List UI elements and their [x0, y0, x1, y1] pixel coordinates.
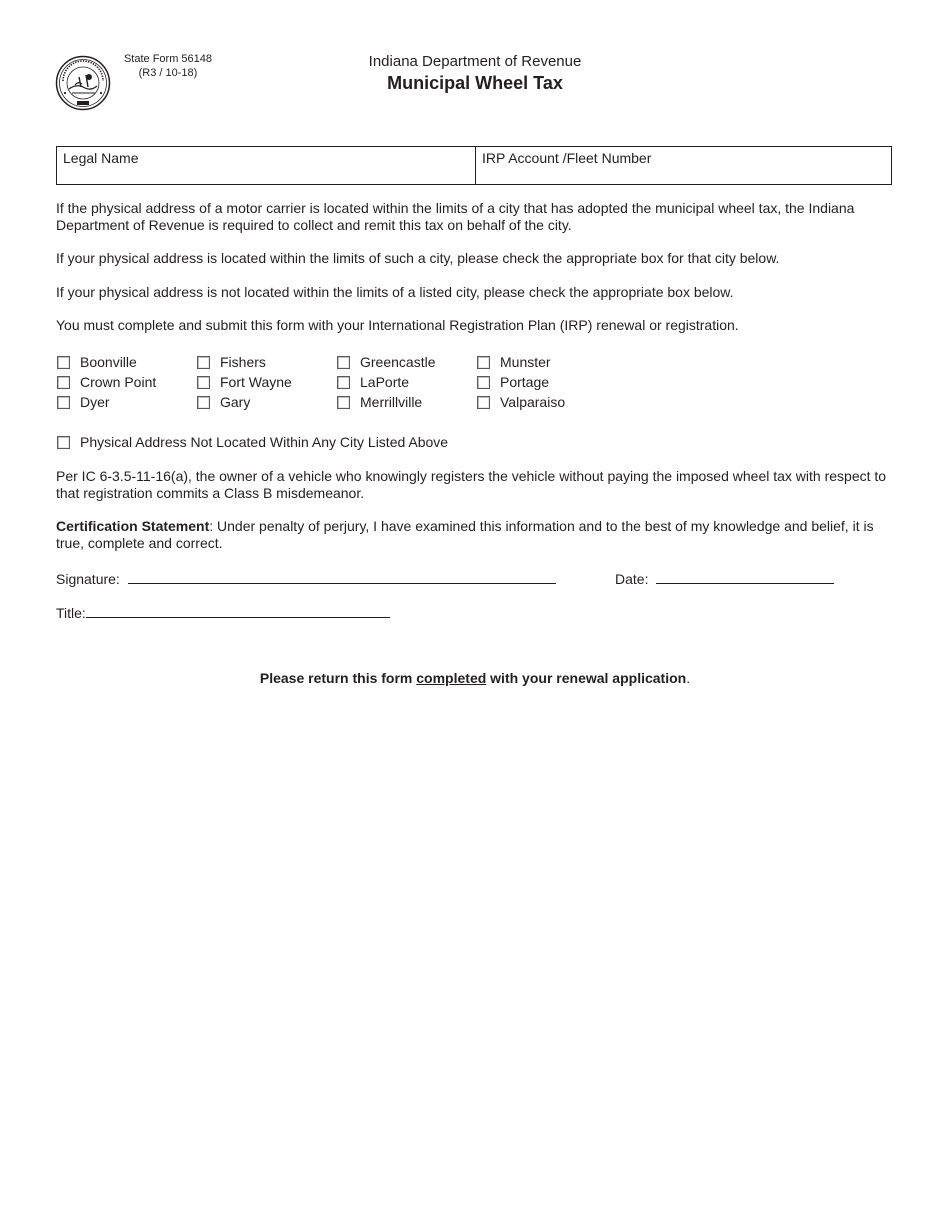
- date-label: Date:: [615, 571, 649, 587]
- legal-name-label: Legal Name: [63, 150, 139, 166]
- irp-account-cell: [475, 147, 891, 184]
- name-account-box: [56, 146, 892, 185]
- signature-row: [56, 569, 556, 587]
- city-label: Munster: [500, 354, 551, 370]
- return-instructions-period: .: [686, 670, 691, 686]
- city-option-valparaiso[interactable]: [476, 392, 565, 412]
- city-label: Portage: [500, 374, 550, 390]
- city-checkbox-boonville[interactable]: [57, 356, 70, 369]
- city-column-3: [336, 352, 435, 412]
- city-option-fishers[interactable]: [196, 352, 292, 372]
- form-identifier: [112, 53, 224, 80]
- city-label: Greencastle: [360, 354, 436, 370]
- return-instructions-emphasis: completed: [416, 670, 487, 686]
- city-option-portage[interactable]: [476, 372, 565, 392]
- city-option-boonville[interactable]: [56, 352, 156, 372]
- city-option-dyer[interactable]: [56, 392, 156, 412]
- city-checkbox-greencastle[interactable]: [337, 356, 350, 369]
- city-label: Merrillville: [360, 394, 423, 410]
- signature-line[interactable]: [128, 569, 556, 584]
- legal-name-input[interactable]: [63, 167, 454, 181]
- city-column-2: [196, 352, 292, 412]
- city-label: Valparaiso: [500, 394, 566, 410]
- city-checkbox-merrillville[interactable]: [337, 396, 350, 409]
- indiana-state-seal-icon: [55, 55, 111, 111]
- city-label: Fishers: [220, 354, 266, 370]
- city-label: Gary: [220, 394, 251, 410]
- city-label: Fort Wayne: [220, 374, 292, 390]
- return-instructions-start: Please return this form: [259, 670, 417, 686]
- city-option-merrillville[interactable]: [336, 392, 435, 412]
- city-checkbox-fort-wayne[interactable]: [197, 376, 210, 389]
- title-label: Title:: [56, 605, 86, 621]
- form-title: Municipal Wheel Tax: [387, 73, 563, 93]
- city-option-greencastle[interactable]: [336, 352, 435, 372]
- city-checkbox-gary[interactable]: [197, 396, 210, 409]
- form-revision: (R3 / 10-18): [138, 66, 198, 79]
- city-option-crown-point[interactable]: [56, 372, 156, 392]
- city-checkbox-munster[interactable]: [477, 356, 490, 369]
- form-number: State Form 56148: [123, 53, 213, 65]
- irp-account-label: IRP Account /Fleet Number: [482, 150, 652, 166]
- city-checkbox-portage[interactable]: [477, 376, 490, 389]
- return-instructions-end: with your renewal application: [486, 670, 687, 686]
- intro-paragraph-2: If your physical address is located within the limits of such a city, please check the appropriate box for that city below.: [56, 250, 780, 266]
- legal-name-cell: [57, 147, 475, 184]
- city-checkbox-crown-point[interactable]: [57, 376, 70, 389]
- irp-account-input[interactable]: [482, 167, 871, 181]
- city-label: LaPorte: [360, 374, 410, 390]
- title-line[interactable]: [86, 603, 390, 618]
- city-option-munster[interactable]: [476, 352, 565, 372]
- city-checkbox-dyer[interactable]: [57, 396, 70, 409]
- city-checkbox-valparaiso[interactable]: [477, 396, 490, 409]
- intro-paragraph-4: You must complete and submit this form with your International Registration Plan (IRP) renewal or registration.: [56, 317, 739, 333]
- city-checkbox-fishers[interactable]: [197, 356, 210, 369]
- city-label: Crown Point: [80, 374, 157, 390]
- not-located-checkbox[interactable]: [57, 436, 70, 449]
- certification-heading: Certification Statement: [56, 518, 210, 534]
- not-located-label: Physical Address Not Located Within Any City Listed Above: [80, 434, 449, 450]
- signature-label: Signature:: [56, 571, 120, 587]
- intro-paragraph-3: If your physical address is not located within the limits of a listed city, please check the appropriate box below.: [56, 284, 734, 300]
- certification-paragraph: [56, 518, 896, 552]
- not-located-option[interactable]: [56, 432, 448, 452]
- city-label: Boonville: [80, 354, 137, 370]
- agency-name: Indiana Department of Revenue: [368, 53, 582, 70]
- intro-paragraph-1: If the physical address of a motor carrier is located within the limits of a city that has adopted the municipal wheel tax, the Indiana Department of Revenue is required to collect and remit this tax on behalf of the city.: [56, 200, 855, 233]
- title-row: [56, 603, 390, 621]
- date-line[interactable]: [656, 569, 834, 584]
- certification-text: : Under penalty of perjury, I have examined this information and to the best of my knowledge and belief, it is true, complete and correct.: [56, 518, 874, 551]
- city-column-4: [476, 352, 565, 412]
- city-option-laporte[interactable]: [336, 372, 435, 392]
- city-checkbox-laporte[interactable]: [337, 376, 350, 389]
- return-instructions: [0, 670, 950, 686]
- city-option-fort-wayne[interactable]: [196, 372, 292, 392]
- city-column-1: [56, 352, 156, 412]
- city-label: Dyer: [80, 394, 110, 410]
- date-row: [615, 569, 834, 587]
- penalty-paragraph: Per IC 6-3.5-11-16(a), the owner of a vehicle who knowingly registers the vehicle without paying the imposed wheel tax with respect to that registration commits a Class B misdemeanor.: [56, 468, 887, 501]
- seal-graphic: [55, 55, 111, 111]
- city-option-gary[interactable]: [196, 392, 292, 412]
